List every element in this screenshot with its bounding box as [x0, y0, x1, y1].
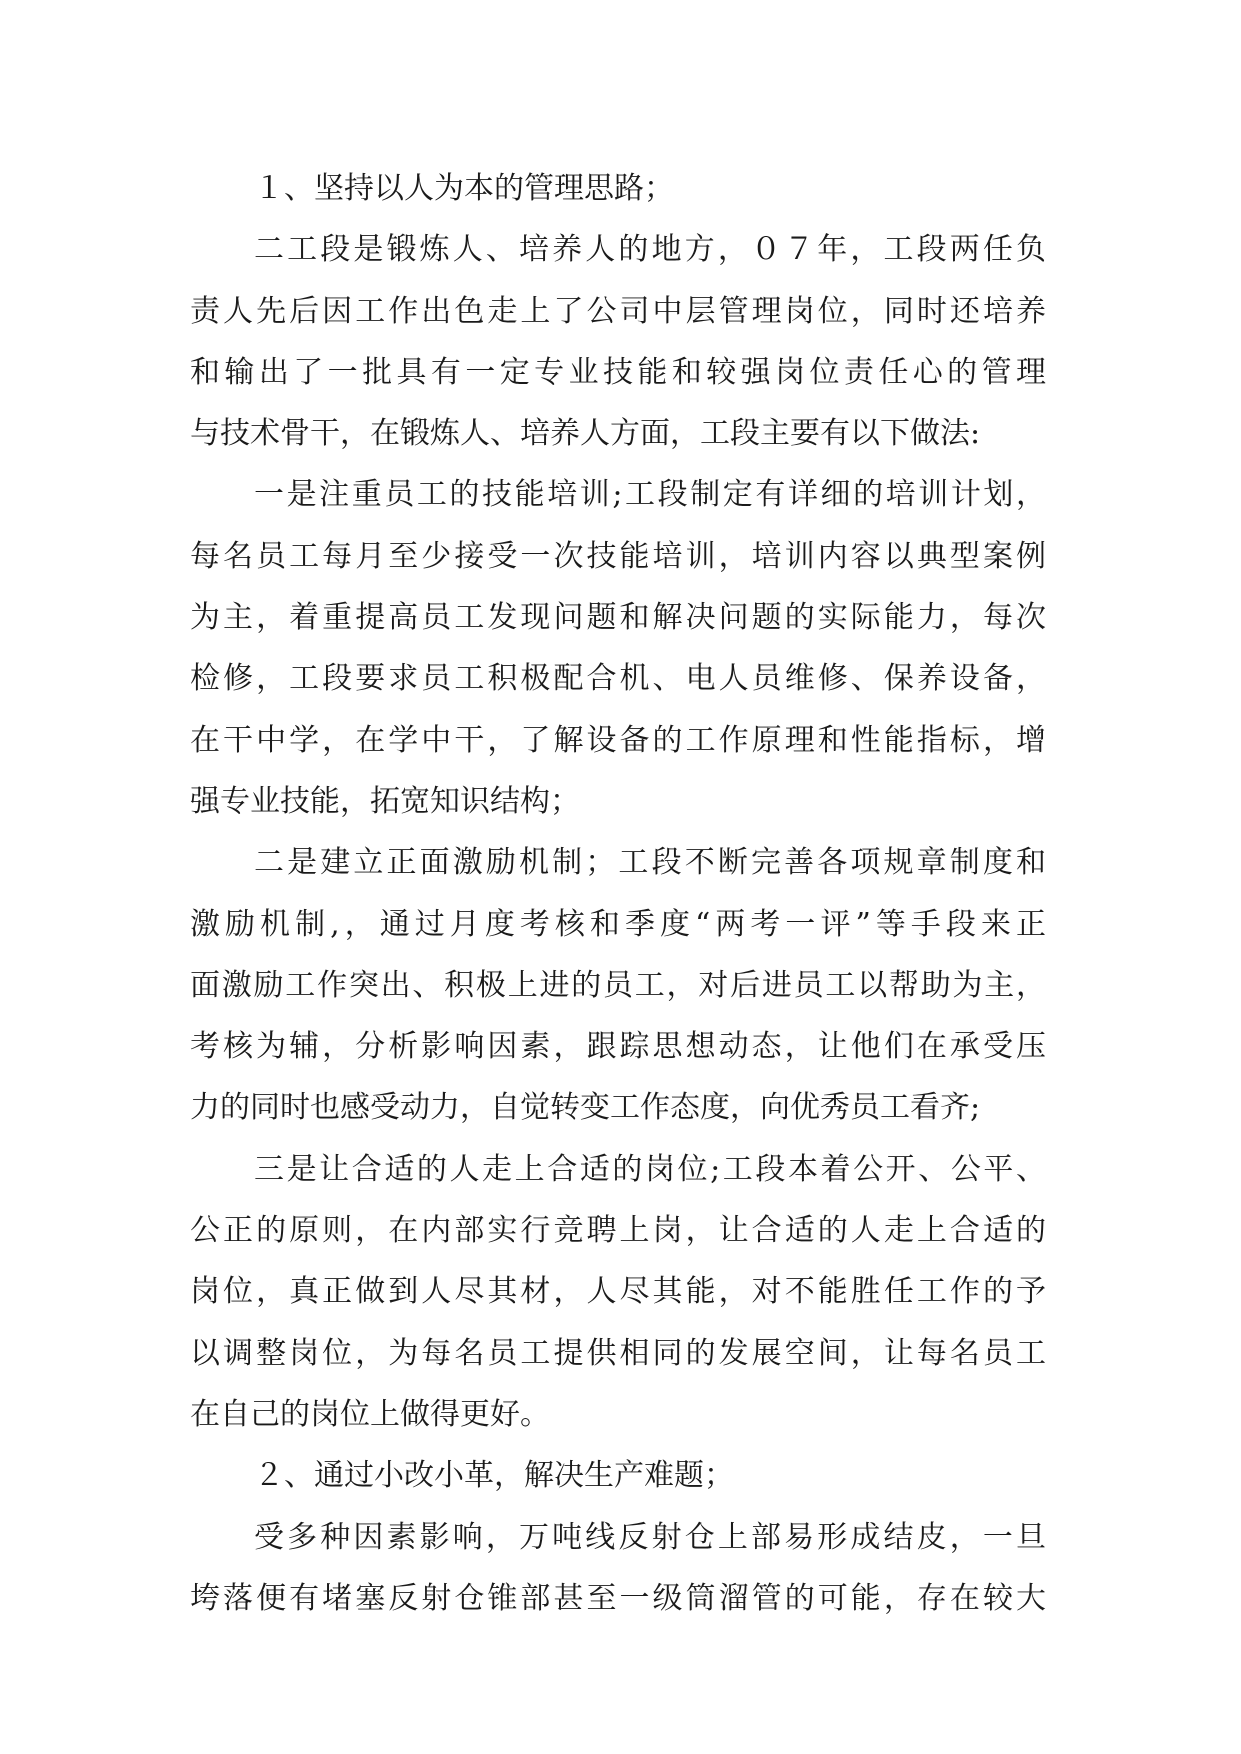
section-heading-2: ２、通过小改小革，解决生产难题； — [254, 1458, 734, 1494]
section-heading-1: １、坚持以人为本的管理思路； — [254, 171, 674, 206]
paragraph-line: 和输出了一批具有一定专业技能和较强岗位责任心的管理 — [190, 354, 1046, 390]
paragraph-line: 力的同时也感受动力，自觉转变工作态度，向优秀员工看齐; — [190, 1090, 981, 1126]
paragraph-line: 考核为辅，分析影响因素，跟踪思想动态，让他们在承受压 — [190, 1029, 1046, 1065]
paragraph-line: 激励机制,，通过月度考核和季度“两考一评”等手段来正 — [190, 906, 1046, 942]
paragraph-line: 在干中学，在学中干，了解设备的工作原理和性能指标，增 — [190, 722, 1046, 758]
paragraph-line: 二是建立正面激励机制；工段不断完善各项规章制度和 — [254, 845, 1046, 881]
paragraph-line: 二工段是锻炼人、培养人的地方，０７年，工段两任负 — [254, 232, 1046, 268]
paragraph-line: 为主，着重提高员工发现问题和解决问题的实际能力，每次 — [190, 600, 1046, 636]
document-body — [190, 158, 1046, 1629]
paragraph-line: 垮落便有堵塞反射仓锥部甚至一级筒溜管的可能，存在较大 — [190, 1580, 1046, 1616]
paragraph-line: 强专业技能，拓宽知识结构； — [190, 783, 580, 819]
paragraph-line: 检修，工段要求员工积极配合机、电人员维修、保养设备， — [190, 661, 1046, 697]
paragraph-line: 在自己的岗位上做得更好。 — [190, 1396, 550, 1432]
paragraph-line: 与技术骨干，在锻炼人、培养人方面，工段主要有以下做法: — [190, 416, 981, 452]
paragraph-line: 岗位，真正做到人尽其材，人尽其能，对不能胜任工作的予 — [190, 1274, 1046, 1310]
paragraph-line: 每名员工每月至少接受一次技能培训，培训内容以典型案例 — [190, 538, 1046, 574]
paragraph-line: 三是让合适的人走上合适的岗位;工段本着公开、公平、 — [254, 1151, 1046, 1187]
paragraph-line: 面激励工作突出、积极上进的员工，对后进员工以帮助为主， — [190, 967, 1046, 1003]
paragraph-line: 受多种因素影响，万吨线反射仓上部易形成结皮，一旦 — [254, 1519, 1046, 1555]
paragraph-line: 公正的原则，在内部实行竞聘上岗，让合适的人走上合适的 — [190, 1213, 1046, 1249]
paragraph-line: 责人先后因工作出色走上了公司中层管理岗位，同时还培养 — [190, 293, 1046, 329]
paragraph-line: 以调整岗位，为每名员工提供相同的发展空间，让每名员工 — [190, 1335, 1046, 1371]
paragraph-line: 一是注重员工的技能培训;工段制定有详细的培训计划， — [254, 477, 1046, 513]
